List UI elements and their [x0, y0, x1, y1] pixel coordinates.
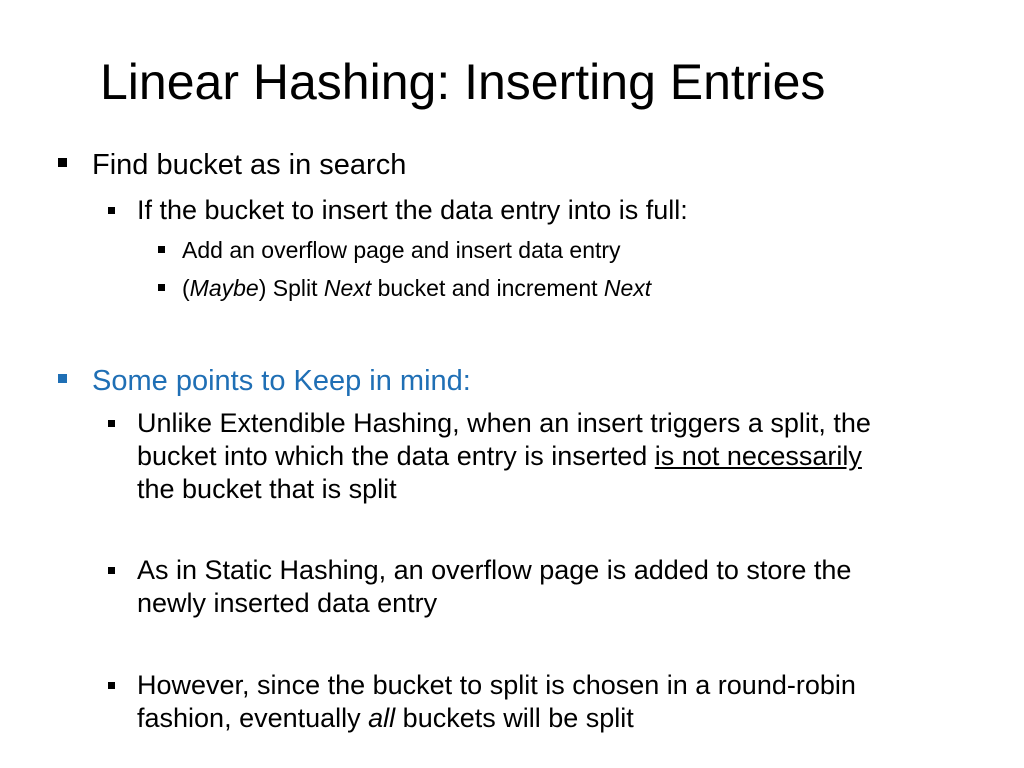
bullet-text [182, 273, 651, 303]
italic-all: all [368, 703, 396, 733]
text-part: bucket and increment [371, 275, 604, 301]
bullet-text: Find bucket as in search [92, 149, 407, 181]
underlined-text: is not necessarily [654, 441, 862, 471]
square-bullet-icon [108, 207, 115, 214]
text-part: bucket into which the data entry is inserted [137, 441, 655, 471]
square-bullet-icon [58, 374, 67, 383]
bullet-text-line1: Unlike Extendible Hashing, when an insert triggers a split, the [137, 408, 871, 438]
italic-next: Next [603, 275, 652, 301]
italic-maybe: Maybe [189, 275, 259, 301]
square-bullet-icon [158, 246, 165, 253]
square-bullet-icon [158, 284, 165, 291]
italic-next: Next [323, 275, 372, 301]
square-bullet-icon [108, 420, 115, 427]
square-bullet-icon [108, 567, 115, 574]
text-part: fashion, eventually [137, 703, 369, 733]
bullet-text: Add an overflow page and insert data entry [182, 237, 621, 263]
bullet-text-line2 [137, 702, 634, 735]
bullet-text: Some points to Keep in mind: [92, 365, 471, 397]
bullet-text-line2: newly inserted data entry [137, 588, 438, 618]
bullet-text: If the bucket to insert the data entry into is full: [137, 195, 688, 225]
bullet-text-line3: the bucket that is split [137, 474, 397, 504]
text-part: ) Split [258, 275, 324, 301]
square-bullet-icon [108, 682, 115, 689]
slide-title: Linear Hashing: Inserting Entries [100, 54, 826, 110]
text-part: ( [182, 275, 190, 301]
bullet-text-line2 [137, 440, 862, 473]
bullet-text-line1: As in Static Hashing, an overflow page is added to store the [137, 555, 852, 585]
text-part: buckets will be split [395, 703, 634, 733]
bullet-text-line1: However, since the bucket to split is chosen in a round-robin [137, 670, 856, 700]
square-bullet-icon [58, 158, 67, 167]
